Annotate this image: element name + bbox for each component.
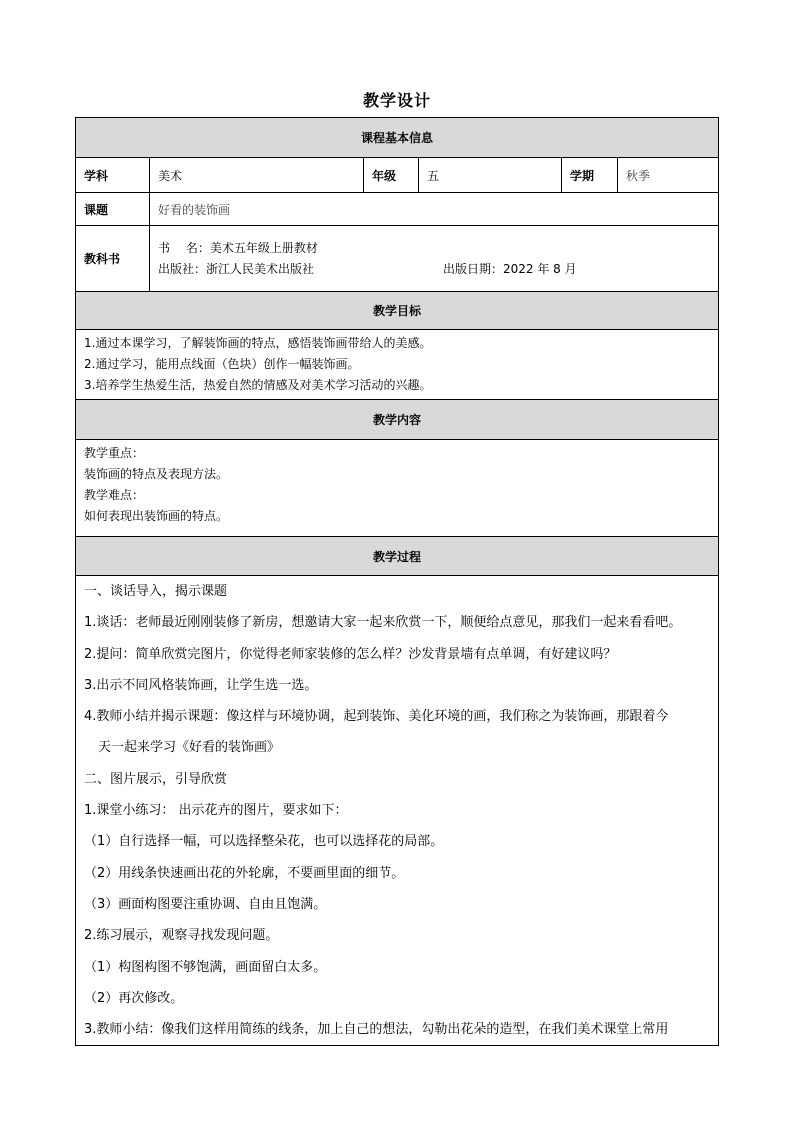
subject-label: 学科 [76, 158, 150, 193]
process-step-continued: 天一起来学习《好看的装饰画》 [98, 740, 281, 756]
basic-info-header: 课程基本信息 [76, 118, 719, 158]
term-label: 学期 [562, 158, 618, 193]
grade-label: 年级 [364, 158, 419, 193]
subject-value: 美术 [150, 158, 364, 193]
process-header: 教学过程 [76, 537, 719, 576]
objective-item: 3.培养学生热爱生活，热爱自然的情感及对美术学习活动的兴趣。 [84, 378, 432, 392]
difficulty-point: 如何表现出装饰画的特点。 [84, 509, 229, 523]
process-step: 1.课堂小练习： 出示花卉的图片，要求如下： [84, 803, 348, 819]
lesson-plan-table [75, 117, 719, 1046]
objective-item: 2.通过学习，能用点线面（色块）创作一幅装饰画。 [84, 357, 360, 371]
textbook-label: 教科书 [76, 226, 150, 292]
grade-value: 五 [419, 158, 562, 193]
process-body [76, 576, 719, 1046]
content-body [76, 440, 719, 537]
process-step: 4.教师小结并揭示课题：像这样与环境协调，起到装饰、美化环境的画，我们称之为装饰画，那跟着今 [84, 709, 669, 725]
process-substep: （2）用线条快速画出花的外轮廓，不要画里面的细节。 [84, 865, 405, 881]
topic-value: 好看的装饰画 [150, 193, 719, 226]
process-step: 3.教师小结：像我们这样用简练的线条，加上自己的想法，勾勒出花朵的造型，在我们美术课堂上常用 [84, 1022, 669, 1038]
process-substep: （3）画面构图要注重协调、自由且饱满。 [84, 896, 327, 912]
key-point: 装饰画的特点及表现方法。 [84, 467, 229, 481]
term-value: 秋季 [618, 158, 719, 193]
process-step: 3.出示不同风格装饰画，让学生选一选。 [84, 677, 318, 693]
content-header: 教学内容 [76, 400, 719, 440]
process-substep: （2）再次修改。 [84, 990, 184, 1006]
difficulty-label: 教学难点： [84, 488, 145, 502]
key-point-label: 教学重点： [84, 446, 145, 460]
publication-date: 出版日期：2022 年 8 月 [443, 261, 577, 276]
objectives-header: 教学目标 [76, 292, 719, 330]
publication-row [158, 259, 710, 280]
textbook-info [150, 226, 719, 292]
publisher: 出版社：浙江人民美术出版社 [158, 261, 315, 276]
process-section-heading: 二、图片展示，引导欣赏 [84, 771, 228, 787]
process-step: 1.谈话：老师最近刚刚装修了新房，想邀请大家一起来欣赏一下，顺便给点意见，那我们一起来看看吧。 [84, 615, 682, 631]
process-step: 2.提问：简单欣赏完图片，你觉得老师家装修的怎么样？沙发背景墙有点单调，有好建议吗？ [84, 646, 617, 662]
topic-label: 课题 [76, 193, 150, 226]
book-name: 书 名：美术五年级上册教材 [158, 240, 318, 255]
objectives-list [76, 330, 719, 400]
process-substep: （1）构图构图不够饱满，画面留白太多。 [84, 959, 327, 975]
document-title: 教学设计 [362, 91, 431, 110]
objective-item: 1.通过本课学习，了解装饰画的特点，感悟装饰画带给人的美感。 [84, 336, 432, 350]
process-step: 2.练习展示，观察寻找发现问题。 [84, 928, 279, 944]
process-section-heading: 一、谈话导入，揭示课题 [84, 584, 228, 599]
process-substep: （1）自行选择一幅，可以选择整朵花，也可以选择花的局部。 [84, 834, 444, 850]
